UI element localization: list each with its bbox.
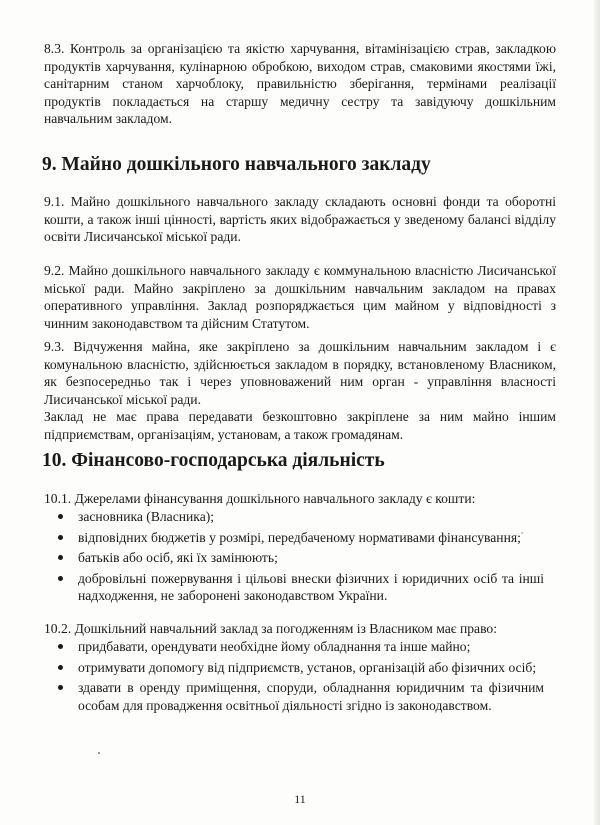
bullet-icon	[58, 514, 63, 519]
list-item: відповідних бюджетів у розмірі, передбаченому нормативами фінансування;	[44, 529, 544, 547]
bullet-icon	[58, 685, 63, 690]
list-10-1	[44, 508, 544, 605]
list-item: здавати в оренду приміщення, споруди, обладнання юридичним та фізичним особам для провадження освітньої діяльності згідно із законодавством.	[44, 679, 544, 714]
list-item: засновника (Власника);	[44, 508, 544, 526]
scan-speck	[98, 752, 100, 754]
paragraph-9-3: 9.3. Відчуження майна, яке закріплено за дошкільним навчальним закладом і є комунальною власністю, здійснюється закладом в порядку, встановленому Власником, як безпосередньо так і через уповноважений ним орган - управління власності Лисичанської міської ради. Заклад не має права передавати безкоштовно закріплене за ним майно іншим підприємствам, організаціям, установам, а також громадянам.	[44, 339, 556, 442]
paragraph-8-3: 8.3. Контроль за організацією та якістю харчування, вітамінізацією страв, закладкою продуктів харчування, кулінарною обробкою, виходом страв, смаковими якостями їжі, санітарним станом харчоблоку, правильністю зберігання, термінами реалізації продуктів покладається на старшу медичну сестру та завідуючу дошкільним навчальним закладом.	[44, 41, 556, 127]
paragraph-10-2: 10.2. Дошкільний навчальний заклад за погодженням із Власником має право:	[44, 621, 497, 636]
paragraph-10-1: 10.1. Джерелами фінансування дошкільного навчального закладу є кошти:	[44, 491, 476, 506]
list-item: придбавати, орендувати необхідне йому обладнання та інше майно;	[44, 638, 544, 656]
bullet-icon	[58, 644, 63, 649]
page-number: 11	[294, 792, 306, 806]
list-item: добровільні пожервування і цільові внески фізичних і юридичних осіб та інші надходження, не заборонені законодавством України.	[44, 570, 544, 605]
bullet-icon	[58, 535, 63, 540]
list-item: отримувати допомогу від підприємств, установ, організацій або фізичних осіб;	[44, 659, 544, 677]
section-10-heading: 10. Фінансово-господарська діяльність	[42, 450, 385, 471]
paragraph-9-3-continued: Заклад не має права передавати безкоштовно закріплене за ним майно іншим підприємствам, організаціям, установам, а також громадянам.	[44, 409, 556, 442]
bullet-icon	[58, 555, 63, 560]
bullet-icon	[58, 576, 63, 581]
paragraph-9-1: 9.1. Майно дошкільного навчального закладу складають основні фонди та оборотні кошти, а також інші цінності, вартість яких відображається у зведеному балансі відділу освіти Лисичанської міської ради.	[44, 194, 556, 245]
section-9-heading: 9. Майно дошкільного навчального закладу	[42, 154, 431, 175]
bullet-icon	[58, 665, 63, 670]
scan-edge-shadow	[594, 0, 600, 825]
paragraph-9-2: 9.2. Майно дошкільного навчального закладу є коммунальною власністю Лисичанської міської ради. Майно закріплено за дошкільним навчальним закладом на правах оперативного управління. Заклад розпоряджається цим майном у відповідності з чинним законодавством та дійсним Статутом.	[44, 263, 556, 331]
scan-speck	[521, 532, 523, 534]
list-item: батьків або осіб, які їх замінюють;	[44, 549, 544, 567]
list-10-2	[44, 638, 544, 714]
